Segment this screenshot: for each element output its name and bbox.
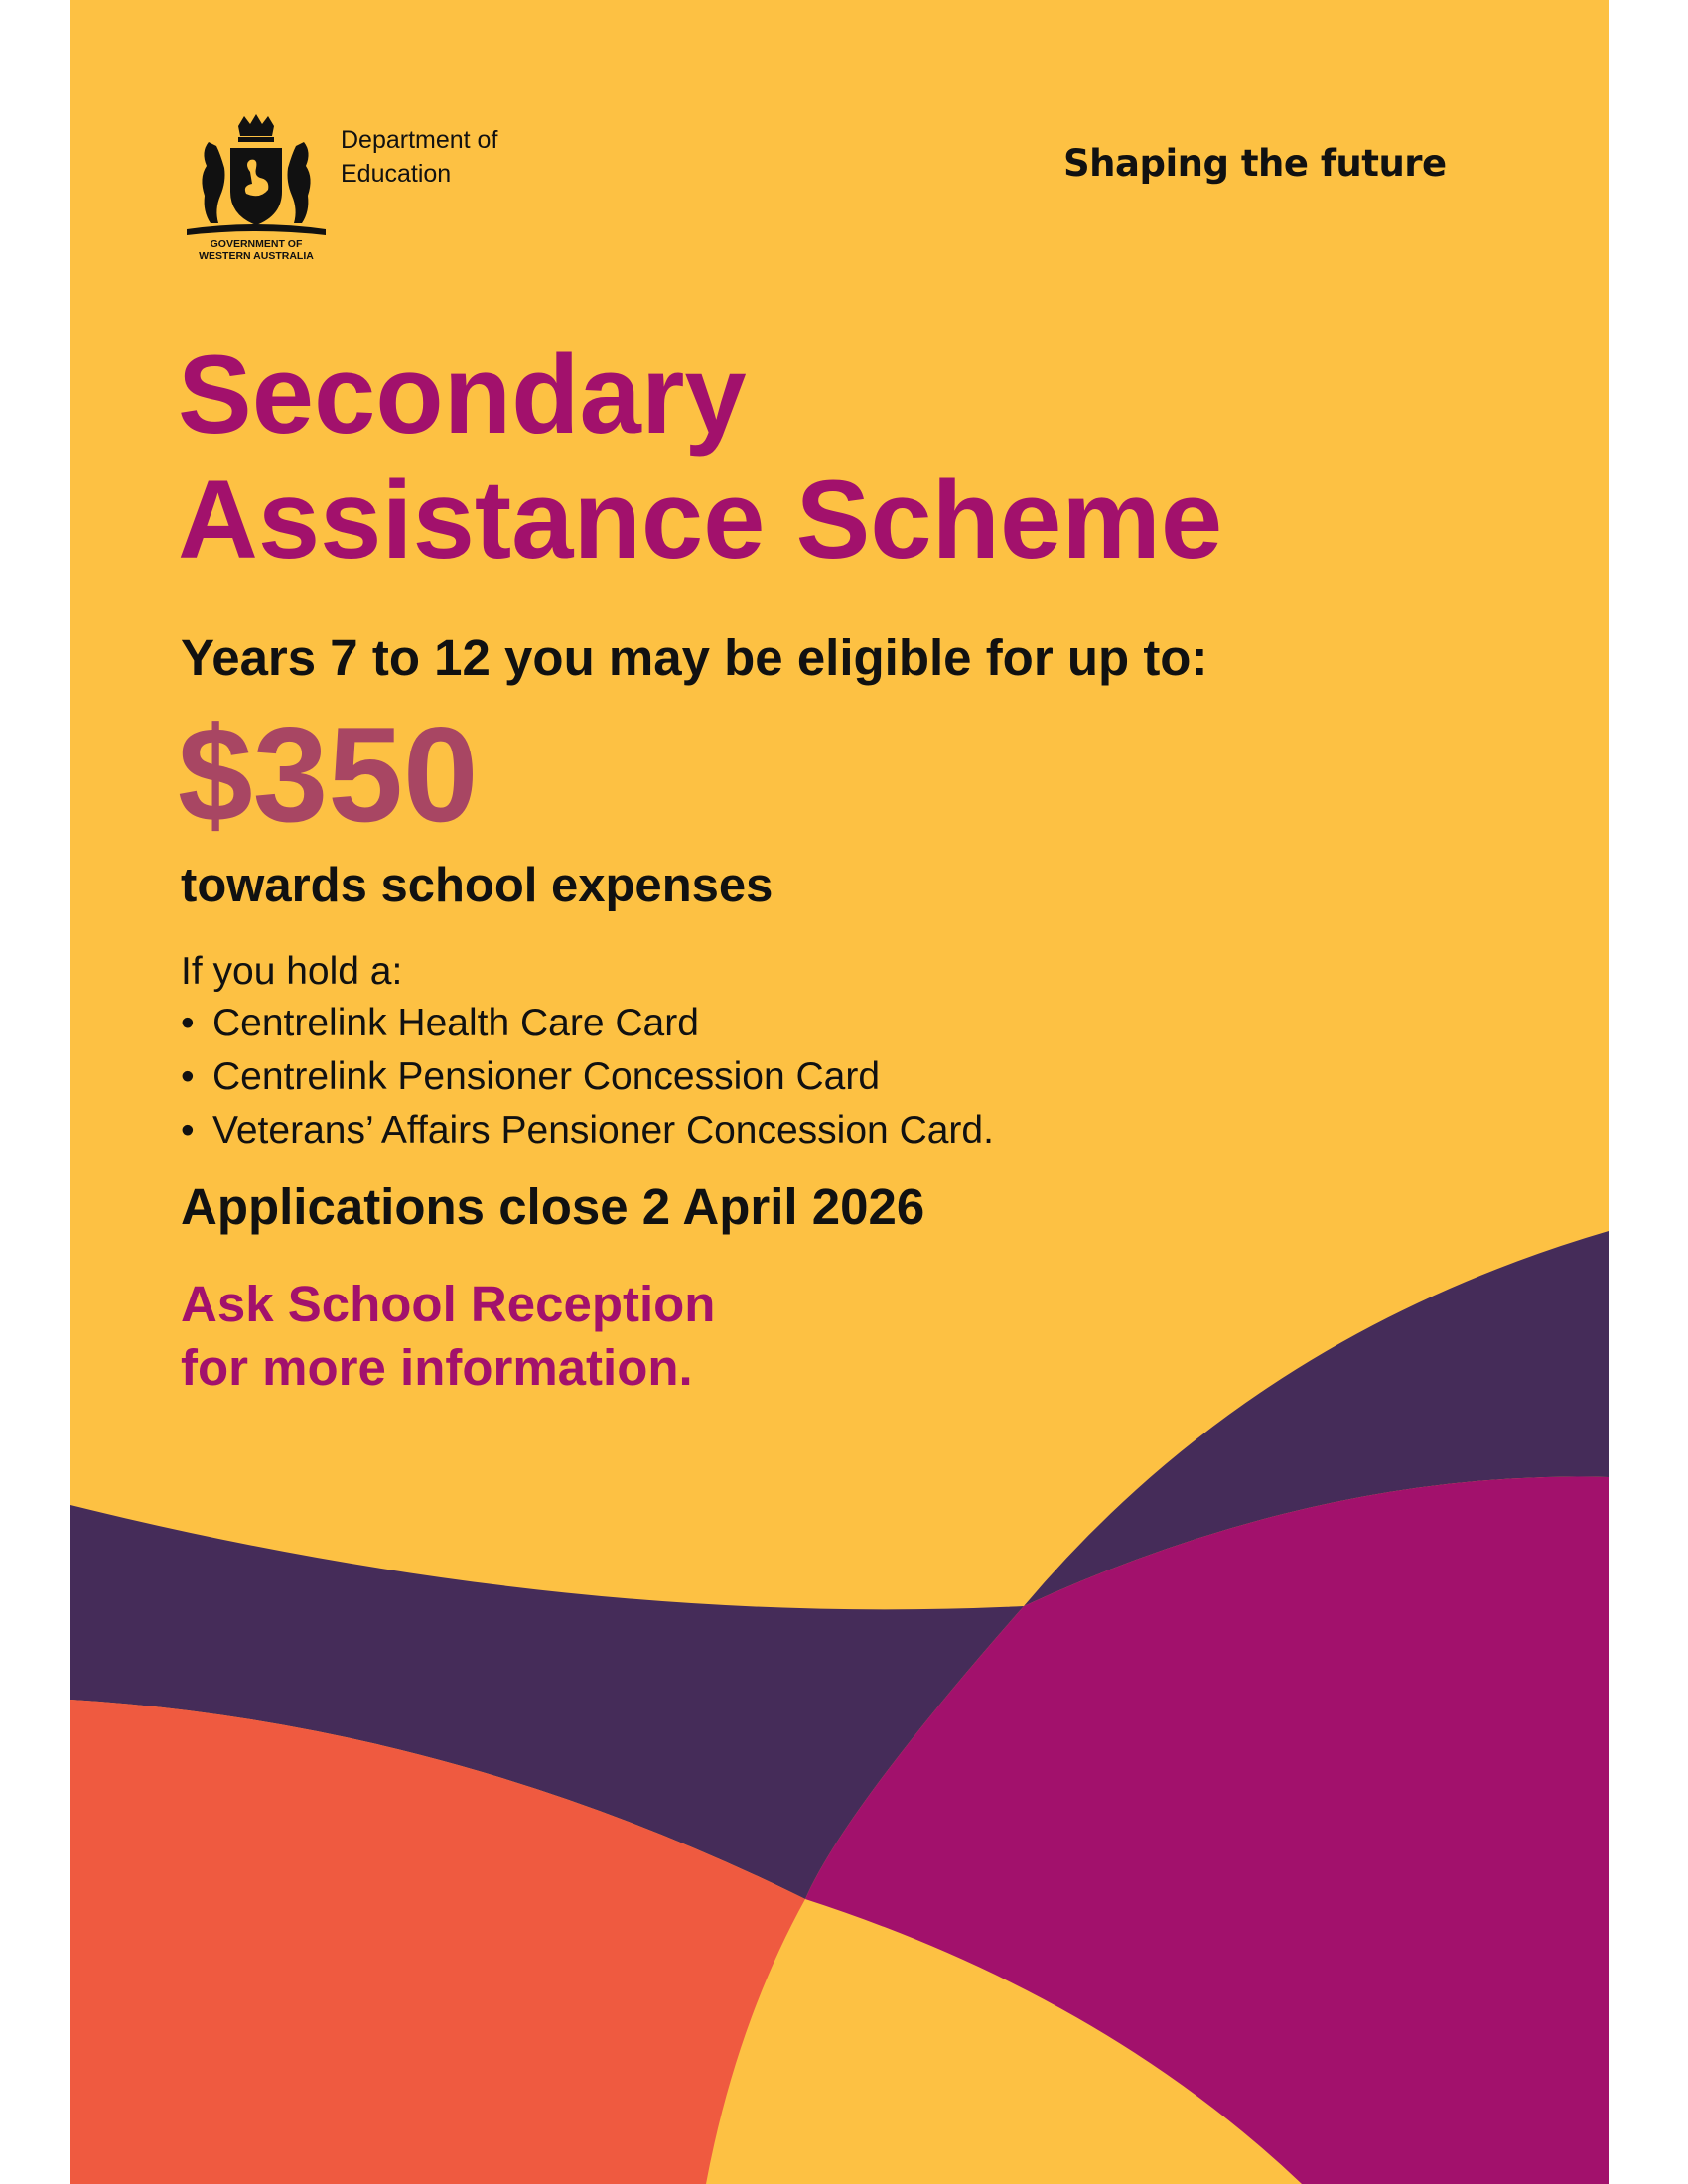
card-list-intro: If you hold a: <box>181 950 403 993</box>
magenta-shape <box>805 1477 1609 2184</box>
page-title <box>178 333 1222 583</box>
title-line1: Secondary <box>178 333 747 457</box>
bullet-icon: • <box>181 1055 195 1098</box>
list-item <box>181 1104 994 1158</box>
eligibility-heading: Years 7 to 12 you may be eligible for up to: <box>181 629 1208 686</box>
contact-note <box>181 1273 715 1400</box>
amount-purpose: towards school expenses <box>181 859 774 912</box>
card-name: Centrelink Health Care Card <box>212 1002 699 1044</box>
poster <box>70 0 1609 2184</box>
government-line1: GOVERNMENT OF <box>210 238 303 250</box>
application-deadline: Applications close 2 April 2026 <box>181 1178 925 1235</box>
wa-coat-of-arms-icon <box>181 112 332 261</box>
list-item <box>181 1050 994 1104</box>
ask-line1: Ask School Reception <box>181 1276 716 1332</box>
tagline: Shaping the future <box>1063 142 1447 185</box>
list-item <box>181 997 994 1050</box>
department-line2: Education <box>341 160 452 188</box>
department-line1: Department of <box>341 126 498 154</box>
ask-line2: for more information. <box>181 1339 693 1396</box>
title-line2: Assistance Scheme <box>178 458 1223 582</box>
assistance-amount: $350 <box>178 699 479 850</box>
government-line2: WESTERN AUSTRALIA <box>199 250 314 261</box>
department-name <box>341 123 497 191</box>
card-name: Veterans’ Affairs Pensioner Concession Card. <box>212 1109 994 1152</box>
bullet-icon: • <box>181 1109 195 1152</box>
bullet-icon: • <box>181 1002 195 1044</box>
card-name: Centrelink Pensioner Concession Card <box>212 1055 881 1098</box>
eligible-cards-list <box>181 997 994 1158</box>
